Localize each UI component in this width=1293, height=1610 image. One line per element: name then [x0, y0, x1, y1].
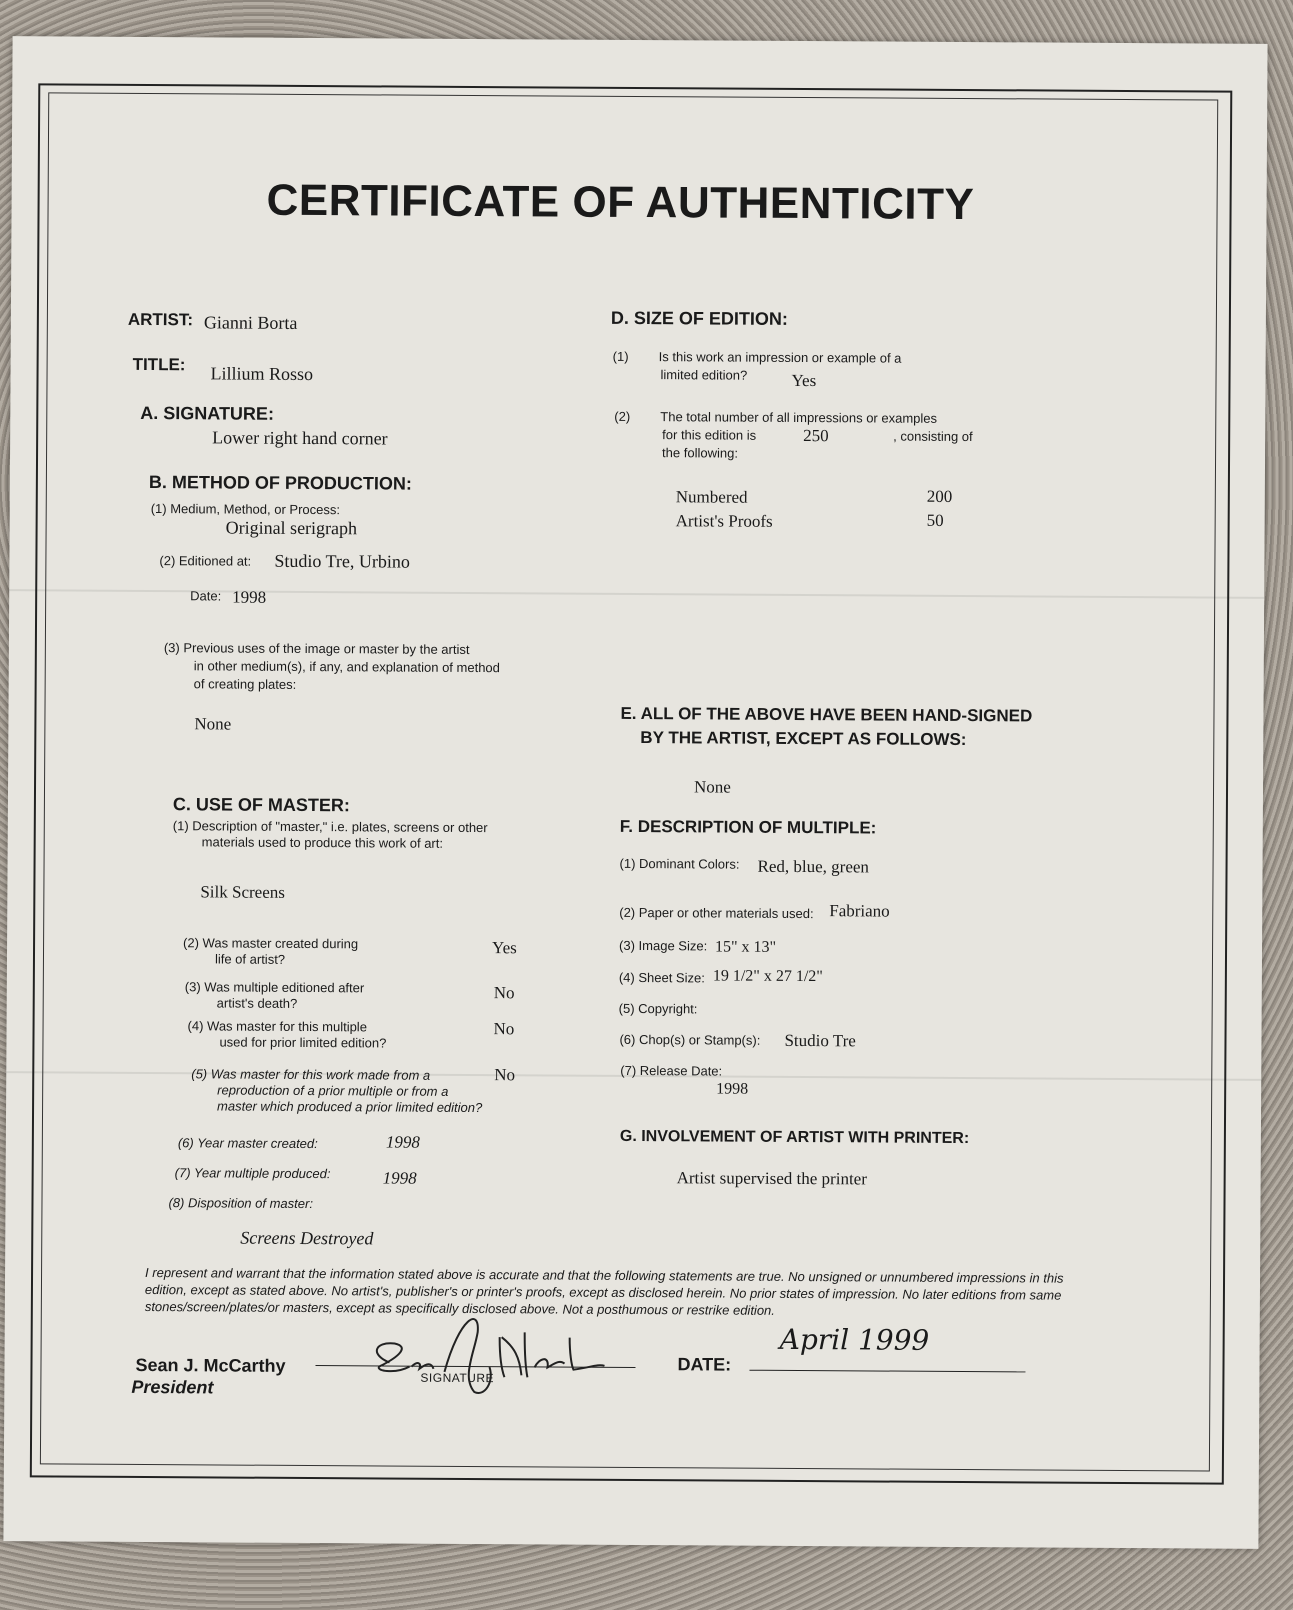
- multiple-heading: F. DESCRIPTION OF MULTIPLE:: [619, 816, 877, 838]
- hand-signed-value: None: [693, 777, 731, 797]
- involvement-heading: G. INVOLVEMENT OF ARTIST WITH PRINTER:: [619, 1127, 970, 1148]
- q3-label-1: (3) Was multiple editioned after: [184, 979, 365, 996]
- edition-q2-label-1: The total number of all impressions or examples: [660, 409, 938, 426]
- previous-label-1: (3) Previous uses of the image or master by the artist: [163, 640, 470, 657]
- chop-value: Studio Tre: [784, 1030, 856, 1051]
- title-label: TITLE:: [132, 354, 186, 375]
- release-label: (7) Release Date:: [620, 1062, 723, 1079]
- edition-heading: D. SIZE OF EDITION:: [610, 307, 788, 329]
- q4-label-2: used for prior limited edition?: [219, 1034, 387, 1051]
- q5-label-3: master which produced a prior limited edition?: [217, 1098, 483, 1116]
- handwritten-signature: [349, 1296, 610, 1398]
- q7-label: (7) Year multiple produced:: [174, 1165, 331, 1182]
- edition-row-numbered-name: Numbered: [675, 487, 748, 507]
- q5-value: No: [494, 1065, 516, 1085]
- edition-q2-num: (2): [614, 408, 631, 424]
- certificate-title: CERTIFICATE OF AUTHENTICITY: [266, 175, 975, 230]
- q3-label-2: artist's death?: [216, 995, 298, 1011]
- q2-label-2: life of artist?: [214, 951, 286, 967]
- edition-q1-value: Yes: [791, 370, 817, 391]
- sheet-size-label: (4) Sheet Size:: [618, 969, 705, 986]
- artist-label: ARTIST:: [127, 309, 194, 330]
- paper-value: Fabriano: [829, 901, 890, 921]
- edition-row-proofs-name: Artist's Proofs: [675, 511, 773, 531]
- date-label: Date:: [190, 588, 222, 604]
- previous-label-2: in other medium(s), if any, and explanation of method: [193, 658, 500, 676]
- q2-label-1: (2) Was master created during: [183, 935, 359, 952]
- date-sign-label: DATE:: [677, 1354, 732, 1375]
- date-value: 1998: [232, 587, 267, 607]
- previous-label-3: of creating plates:: [193, 676, 297, 692]
- warranty-text: I represent and warrant that the information stated above is accurate and that the following statements are true. No unsigned or unnumbered impressions in this edition, except as stated above. No artist's, publisher's or printer's proofs, except as disclosed herein. No prior states of impression. No later editions from same stones/screen/plates/or masters, except as specifically disclosed above. Not a posthumous or restrike edition.: [144, 1265, 1064, 1318]
- release-value: 1998: [716, 1080, 749, 1098]
- copyright-label: (5) Copyright:: [618, 1000, 698, 1017]
- image-size-value: 15" x 13": [715, 938, 777, 956]
- signature-value: Lower right hand corner: [212, 427, 388, 449]
- q6-label: (6) Year master created:: [177, 1135, 318, 1152]
- chop-label: (6) Chop(s) or Stamp(s):: [619, 1031, 761, 1048]
- involvement-value: Artist supervised the printer: [676, 1168, 867, 1189]
- edition-q1-label-2: limited edition?: [660, 367, 748, 383]
- medium-label: (1) Medium, Method, or Process:: [150, 501, 341, 518]
- edition-q2-label-2: for this edition is: [662, 427, 757, 443]
- production-heading: B. METHOD OF PRODUCTION:: [148, 472, 412, 494]
- signature-heading: A. SIGNATURE:: [140, 402, 275, 424]
- q5-label-1: (5) Was master for this work made from a: [191, 1066, 431, 1083]
- master-desc-label-1: (1) Description of "master," i.e. plates, screens or other: [172, 818, 488, 836]
- editioned-label: (2) Editioned at:: [159, 553, 252, 569]
- title-value: Lillium Rosso: [210, 363, 314, 385]
- signer-role: President: [131, 1376, 214, 1398]
- colors-value: Red, blue, green: [757, 856, 870, 877]
- q4-label-1: (4) Was master for this multiple: [187, 1018, 368, 1035]
- editioned-value: Studio Tre, Urbino: [274, 550, 410, 572]
- image-size-label: (3) Image Size:: [619, 937, 708, 954]
- medium-value: Original serigraph: [225, 517, 358, 539]
- edition-q2-label-3: , consisting of: [893, 428, 973, 445]
- edition-q1-num: (1): [612, 348, 629, 364]
- colors-label: (1) Dominant Colors:: [619, 855, 740, 872]
- handwritten-date: April 1999: [779, 1322, 930, 1357]
- q7-value: 1998: [382, 1168, 417, 1188]
- sheet-size-value: 19 1/2" x 27 1/2": [712, 967, 823, 986]
- master-desc-value: Silk Screens: [200, 882, 285, 902]
- master-heading: C. USE OF MASTER:: [172, 794, 350, 816]
- q8-value: Screens Destroyed: [240, 1227, 374, 1249]
- edition-q1-label-1: Is this work an impression or example of a: [658, 349, 902, 366]
- q3-value: No: [493, 983, 515, 1003]
- signature-label: SIGNATURE: [420, 1370, 495, 1386]
- q6-value: 1998: [385, 1132, 420, 1152]
- edition-row-proofs-count: 50: [926, 510, 944, 530]
- hand-signed-heading-1: E. ALL OF THE ABOVE HAVE BEEN HAND-SIGNED: [620, 703, 1033, 726]
- signer-name: Sean J. McCarthy: [135, 1354, 286, 1376]
- artist-value: Gianni Borta: [203, 312, 298, 333]
- paper-label: (2) Paper or other materials used:: [619, 904, 814, 922]
- edition-q2-label-4: the following:: [662, 445, 739, 461]
- q8-label: (8) Disposition of master:: [168, 1195, 314, 1212]
- q4-value: No: [493, 1019, 515, 1039]
- certificate-paper: [3, 36, 1267, 1549]
- q2-value: Yes: [491, 938, 517, 958]
- q5-label-2: reproduction of a prior multiple or from a: [217, 1082, 449, 1099]
- hand-signed-heading-2: BY THE ARTIST, EXCEPT AS FOLLOWS:: [640, 728, 967, 750]
- edition-row-numbered-count: 200: [926, 486, 953, 506]
- master-desc-label-2: materials used to produce this work of art:: [201, 834, 444, 851]
- edition-q2-value: 250: [803, 426, 829, 446]
- previous-value: None: [194, 714, 232, 734]
